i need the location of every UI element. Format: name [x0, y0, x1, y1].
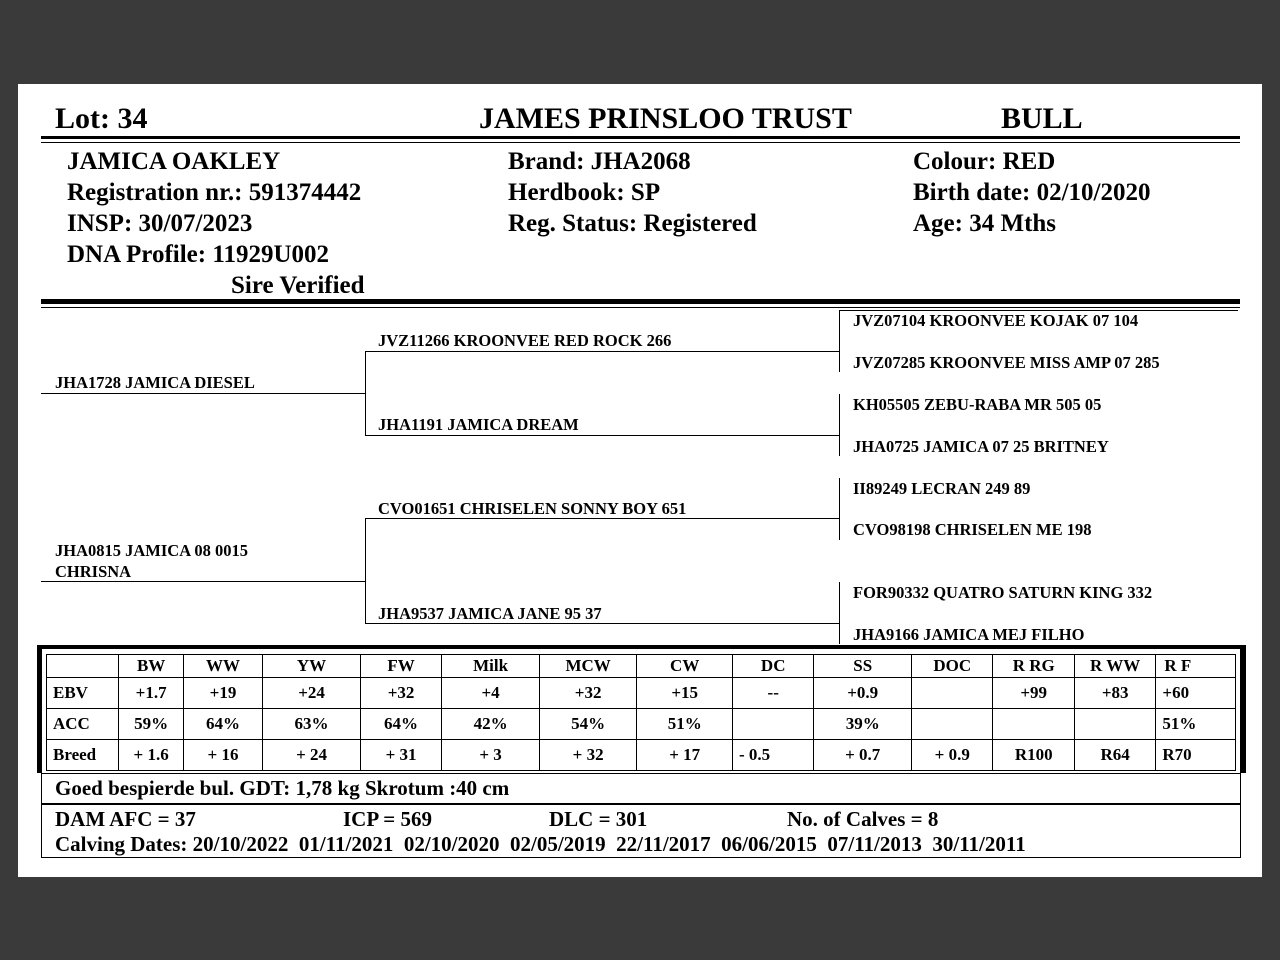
- inspection-date: INSP: 30/07/2023: [67, 210, 253, 237]
- animal-sex: BULL: [1001, 102, 1083, 135]
- acc-cell: 64%: [360, 709, 441, 740]
- ebv-cell: +60: [1156, 678, 1236, 709]
- pedigree-gen3-5: II89249 LECRAN 249 89: [853, 479, 1031, 498]
- dna-profile: DNA Profile: 11929U002: [67, 241, 330, 268]
- ebv-header-cell: YW: [263, 655, 361, 678]
- ebv-header-cell: R RG: [993, 655, 1074, 678]
- ebv-header-row: [47, 655, 1236, 678]
- reg-status: Reg. Status: Registered: [508, 210, 757, 237]
- ebv-header-cell: MCW: [539, 655, 637, 678]
- ebv-cell: +24: [263, 678, 361, 709]
- ebv-header-cell: [47, 655, 119, 678]
- header-rule-thick: [41, 136, 1240, 139]
- pedigree-bracket: [839, 478, 840, 540]
- ebv-header-cell: DOC: [912, 655, 993, 678]
- breed-cell: + 3: [442, 740, 540, 771]
- pedigree-gen3-8: JHA9166 JAMICA MEJ FILHO: [853, 625, 1085, 644]
- acc-cell: 63%: [263, 709, 361, 740]
- dam-icp: ICP = 569: [343, 807, 432, 831]
- dam-stats-box: [41, 803, 1241, 858]
- ebv-frame-left: [37, 645, 42, 773]
- pedigree-line: [41, 581, 366, 582]
- pedigree-sire-dam: JHA1191 JAMICA DREAM: [378, 415, 579, 434]
- acc-cell: 42%: [442, 709, 540, 740]
- pedigree-dam: JHA0815 JAMICA 08 0015: [55, 541, 248, 560]
- dam-dlc: DLC = 301: [549, 807, 648, 831]
- acc-cell: 51%: [1156, 709, 1236, 740]
- pedigree-bracket: [839, 582, 840, 644]
- ebv-row: [47, 678, 1236, 709]
- dam-calves: No. of Calves = 8: [787, 807, 939, 831]
- ebv-table: [46, 654, 1236, 771]
- herdbook: Herdbook: SP: [508, 179, 661, 206]
- pedigree-gen3-7: FOR90332 QUATRO SATURN KING 332: [853, 583, 1153, 602]
- breed-cell: + 24: [263, 740, 361, 771]
- pedigree-bracket: [365, 352, 366, 436]
- ebv-header-cell: SS: [814, 655, 912, 678]
- ebv-cell: +19: [183, 678, 262, 709]
- acc-row-label: ACC: [47, 709, 119, 740]
- ebv-header-cell: R F: [1156, 655, 1236, 678]
- acc-cell: 39%: [814, 709, 912, 740]
- sire-verified: Sire Verified: [231, 272, 365, 299]
- registration-number: Registration nr.: 591374442: [67, 179, 362, 206]
- comment-box: [41, 773, 1241, 805]
- birth-date: Birth date: 02/10/2020: [913, 179, 1151, 206]
- ebv-header-cell: WW: [183, 655, 262, 678]
- breed-cell: + 0.9: [912, 740, 993, 771]
- lot-number: Lot: 34: [55, 102, 148, 135]
- pedigree-line: [365, 351, 840, 352]
- pedigree-gen3-1: JVZ07104 KROONVEE KOJAK 07 104: [853, 311, 1139, 330]
- breed-row-label: Breed: [47, 740, 119, 771]
- ebv-cell: [912, 678, 993, 709]
- ebv-cell: +4: [442, 678, 540, 709]
- pedigree-dam-sire: CVO01651 CHRISELEN SONNY BOY 651: [378, 499, 687, 518]
- breed-cell: R64: [1074, 740, 1155, 771]
- breed-cell: R100: [993, 740, 1074, 771]
- pedigree-line: [41, 393, 366, 394]
- ebv-cell: +0.9: [814, 678, 912, 709]
- ebv-frame-right: [1240, 645, 1246, 773]
- ebv-cell: +32: [360, 678, 441, 709]
- brand: Brand: JHA2068: [508, 148, 691, 175]
- pedigree-gen3-3: KH05505 ZEBU-RABA MR 505 05: [853, 395, 1102, 414]
- comment-text: Goed bespierde bul. GDT: 1,78 kg Skrotum :40 cm: [55, 776, 510, 800]
- breed-cell: + 17: [637, 740, 733, 771]
- animal-name: JAMICA OAKLEY: [67, 148, 281, 175]
- colour: Colour: RED: [913, 148, 1056, 175]
- acc-cell: 51%: [637, 709, 733, 740]
- breed-row: [47, 740, 1236, 771]
- ebv-cell: +15: [637, 678, 733, 709]
- pedigree-line: [365, 435, 840, 436]
- pedigree-gen3-4: JHA0725 JAMICA 07 25 BRITNEY: [853, 437, 1109, 456]
- ebv-header-cell: R WW: [1074, 655, 1155, 678]
- breed-cell: + 0.7: [814, 740, 912, 771]
- breed-cell: - 0.5: [732, 740, 813, 771]
- ebv-header-cell: FW: [360, 655, 441, 678]
- pedigree-line: [839, 310, 1238, 311]
- pedigree-sire-sire: JVZ11266 KROONVEE RED ROCK 266: [378, 331, 672, 350]
- ebv-row-label: EBV: [47, 678, 119, 709]
- acc-cell: [912, 709, 993, 740]
- ebv-header-cell: BW: [119, 655, 183, 678]
- acc-cell: [993, 709, 1074, 740]
- pedigree-line: [365, 623, 840, 624]
- breed-cell: + 16: [183, 740, 262, 771]
- acc-cell: [732, 709, 813, 740]
- lot-card: [18, 84, 1262, 877]
- ebv-frame-top: [37, 645, 1246, 649]
- pedigree-bracket: [365, 519, 366, 624]
- pedigree-dam-line2: CHRISNA: [55, 562, 132, 581]
- ebv-cell: +99: [993, 678, 1074, 709]
- ebv-cell: +83: [1074, 678, 1155, 709]
- age: Age: 34 Mths: [913, 210, 1057, 237]
- ebv-cell: --: [732, 678, 813, 709]
- pedigree-dam-dam: JHA9537 JAMICA JANE 95 37: [378, 604, 602, 623]
- ebv-header-cell: Milk: [442, 655, 540, 678]
- acc-cell: 59%: [119, 709, 183, 740]
- calving-dates: Calving Dates: 20/10/2022 01/11/2021 02/10/2020 02/05/2019 22/11/2017 06/06/2015 07/11/2013 30/11/2011: [55, 832, 1026, 856]
- breed-cell: R70: [1156, 740, 1236, 771]
- ebv-cell: +1.7: [119, 678, 183, 709]
- header-rule-thin: [41, 142, 1240, 143]
- pedigree-line: [365, 518, 840, 519]
- pedigree-gen3-2: JVZ07285 KROONVEE MISS AMP 07 285: [853, 353, 1160, 372]
- pedigree-bracket: [839, 310, 840, 372]
- info-rule-thin: [41, 307, 1240, 308]
- dam-afc: DAM AFC = 37: [55, 807, 196, 831]
- ebv-header-cell: DC: [732, 655, 813, 678]
- acc-cell: 54%: [539, 709, 637, 740]
- breed-cell: + 31: [360, 740, 441, 771]
- acc-cell: 64%: [183, 709, 262, 740]
- pedigree-sire: JHA1728 JAMICA DIESEL: [55, 373, 255, 392]
- breed-cell: + 32: [539, 740, 637, 771]
- owner-name: JAMES PRINSLOO TRUST: [479, 102, 852, 135]
- pedigree-gen3-6: CVO98198 CHRISELEN ME 198: [853, 520, 1092, 539]
- pedigree-bracket: [839, 394, 840, 456]
- acc-cell: [1074, 709, 1155, 740]
- info-rule-thick: [41, 299, 1240, 304]
- ebv-header-cell: CW: [637, 655, 733, 678]
- ebv-cell: +32: [539, 678, 637, 709]
- acc-row: [47, 709, 1236, 740]
- breed-cell: + 1.6: [119, 740, 183, 771]
